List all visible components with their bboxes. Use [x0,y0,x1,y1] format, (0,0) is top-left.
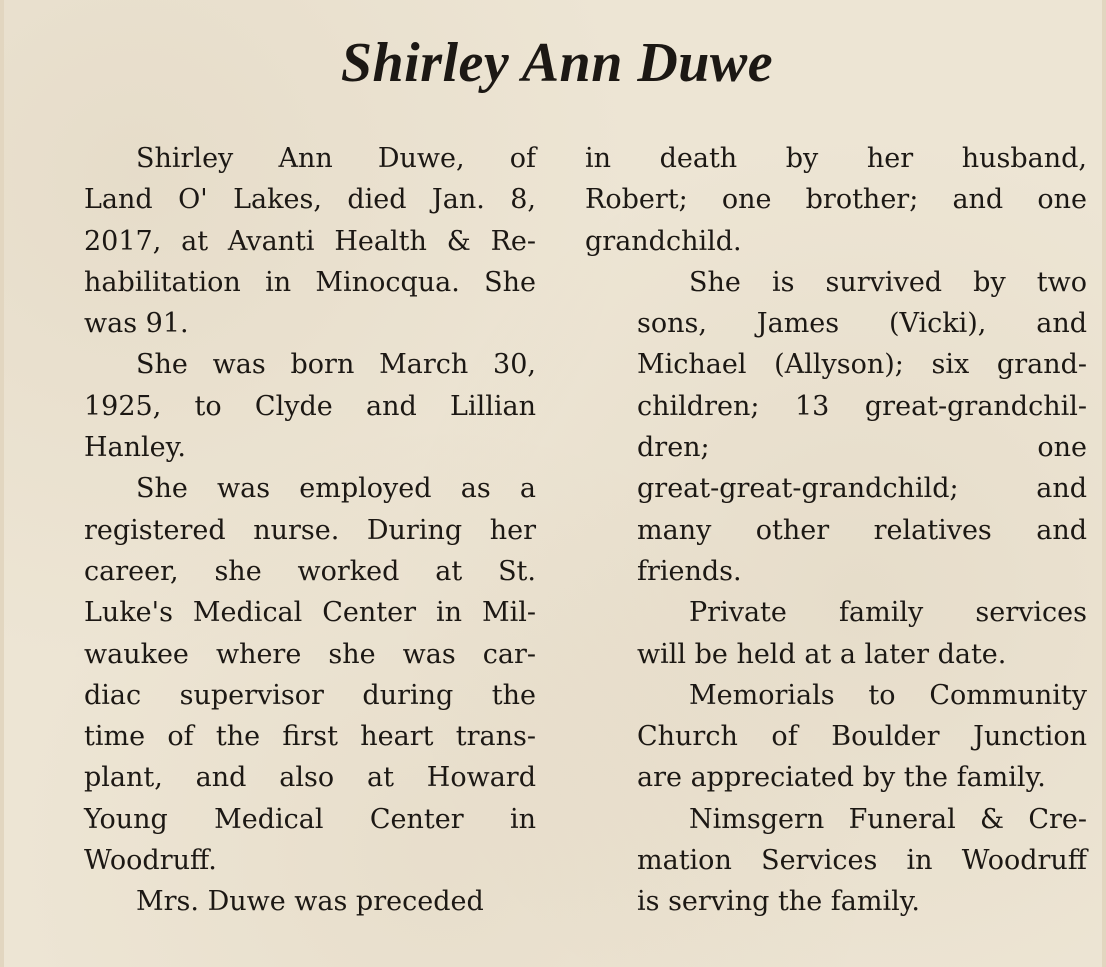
text-line: mation Services in Woodruff [637,845,1087,877]
text-line: Land O' Lakes, died Jan. 8, [84,184,536,216]
obituary-paragraph [585,592,1087,675]
obituary-paragraph [32,468,536,881]
text-line: Woodruff. [84,845,217,877]
obituary-paragraph [32,138,536,344]
text-line: Mrs. Duwe was preceded [136,886,484,918]
text-line: Michael (Allyson); six grand- [637,349,1087,381]
text-line: grandchild. [585,225,742,257]
text-line: She is survived by two [689,266,1087,298]
left-column [32,138,536,923]
obituary-paragraph [32,881,536,922]
text-line: registered nurse. During her [84,514,536,546]
obituary-paragraph [585,799,1087,923]
obituary-paragraph [32,344,536,468]
text-line: plant, and also at Howard [84,762,536,794]
text-line: career, she worked at St. [84,555,536,587]
text-line: She was born March 30, [136,349,536,381]
text-line: Memorials to Community [689,679,1087,711]
text-line: friends. [637,555,742,587]
text-line: habilitation in Minocqua. She [84,266,536,298]
right-column [585,138,1087,923]
text-line: is serving the family. [637,886,920,918]
text-line: Nimsgern Funeral & Cre- [689,803,1087,835]
text-line: was 91. [84,308,189,340]
text-line: 1925, to Clyde and Lillian [84,390,536,422]
obituary-paragraph [585,262,1087,592]
text-line: Hanley. [84,432,186,464]
text-line: She was employed as a [136,473,536,505]
text-line: great-great-grandchild; and [637,473,1087,505]
text-line: Shirley Ann Duwe, of [136,143,536,174]
text-line: are appreciated by the family. [637,762,1046,794]
obituary-paragraph [585,675,1087,799]
text-line: dren; one [637,432,1087,464]
text-line: Luke's Medical Center in Mil- [84,597,536,629]
text-line: in death by her husband, [585,143,1087,174]
text-line: children; 13 great-grandchil- [637,390,1087,422]
text-line: Church of Boulder Junction [637,721,1087,753]
text-line: 2017, at Avanti Health & Re- [84,225,536,257]
obituary-paragraph [585,138,1087,262]
text-line: Young Medical Center in [84,803,536,835]
text-line: sons, James (Vicki), and [637,308,1087,340]
text-line: many other relatives and [637,514,1087,546]
text-line: will be held at a later date. [637,638,1007,670]
text-line: Private family services [689,597,1087,629]
obituary-title: Shirley Ann Duwe [340,32,774,94]
text-line: diac supervisor during the [84,679,536,711]
text-line: waukee where she was car- [84,638,536,670]
text-line: time of the first heart trans- [84,721,536,753]
text-line: Robert; one brother; and one [585,184,1087,216]
